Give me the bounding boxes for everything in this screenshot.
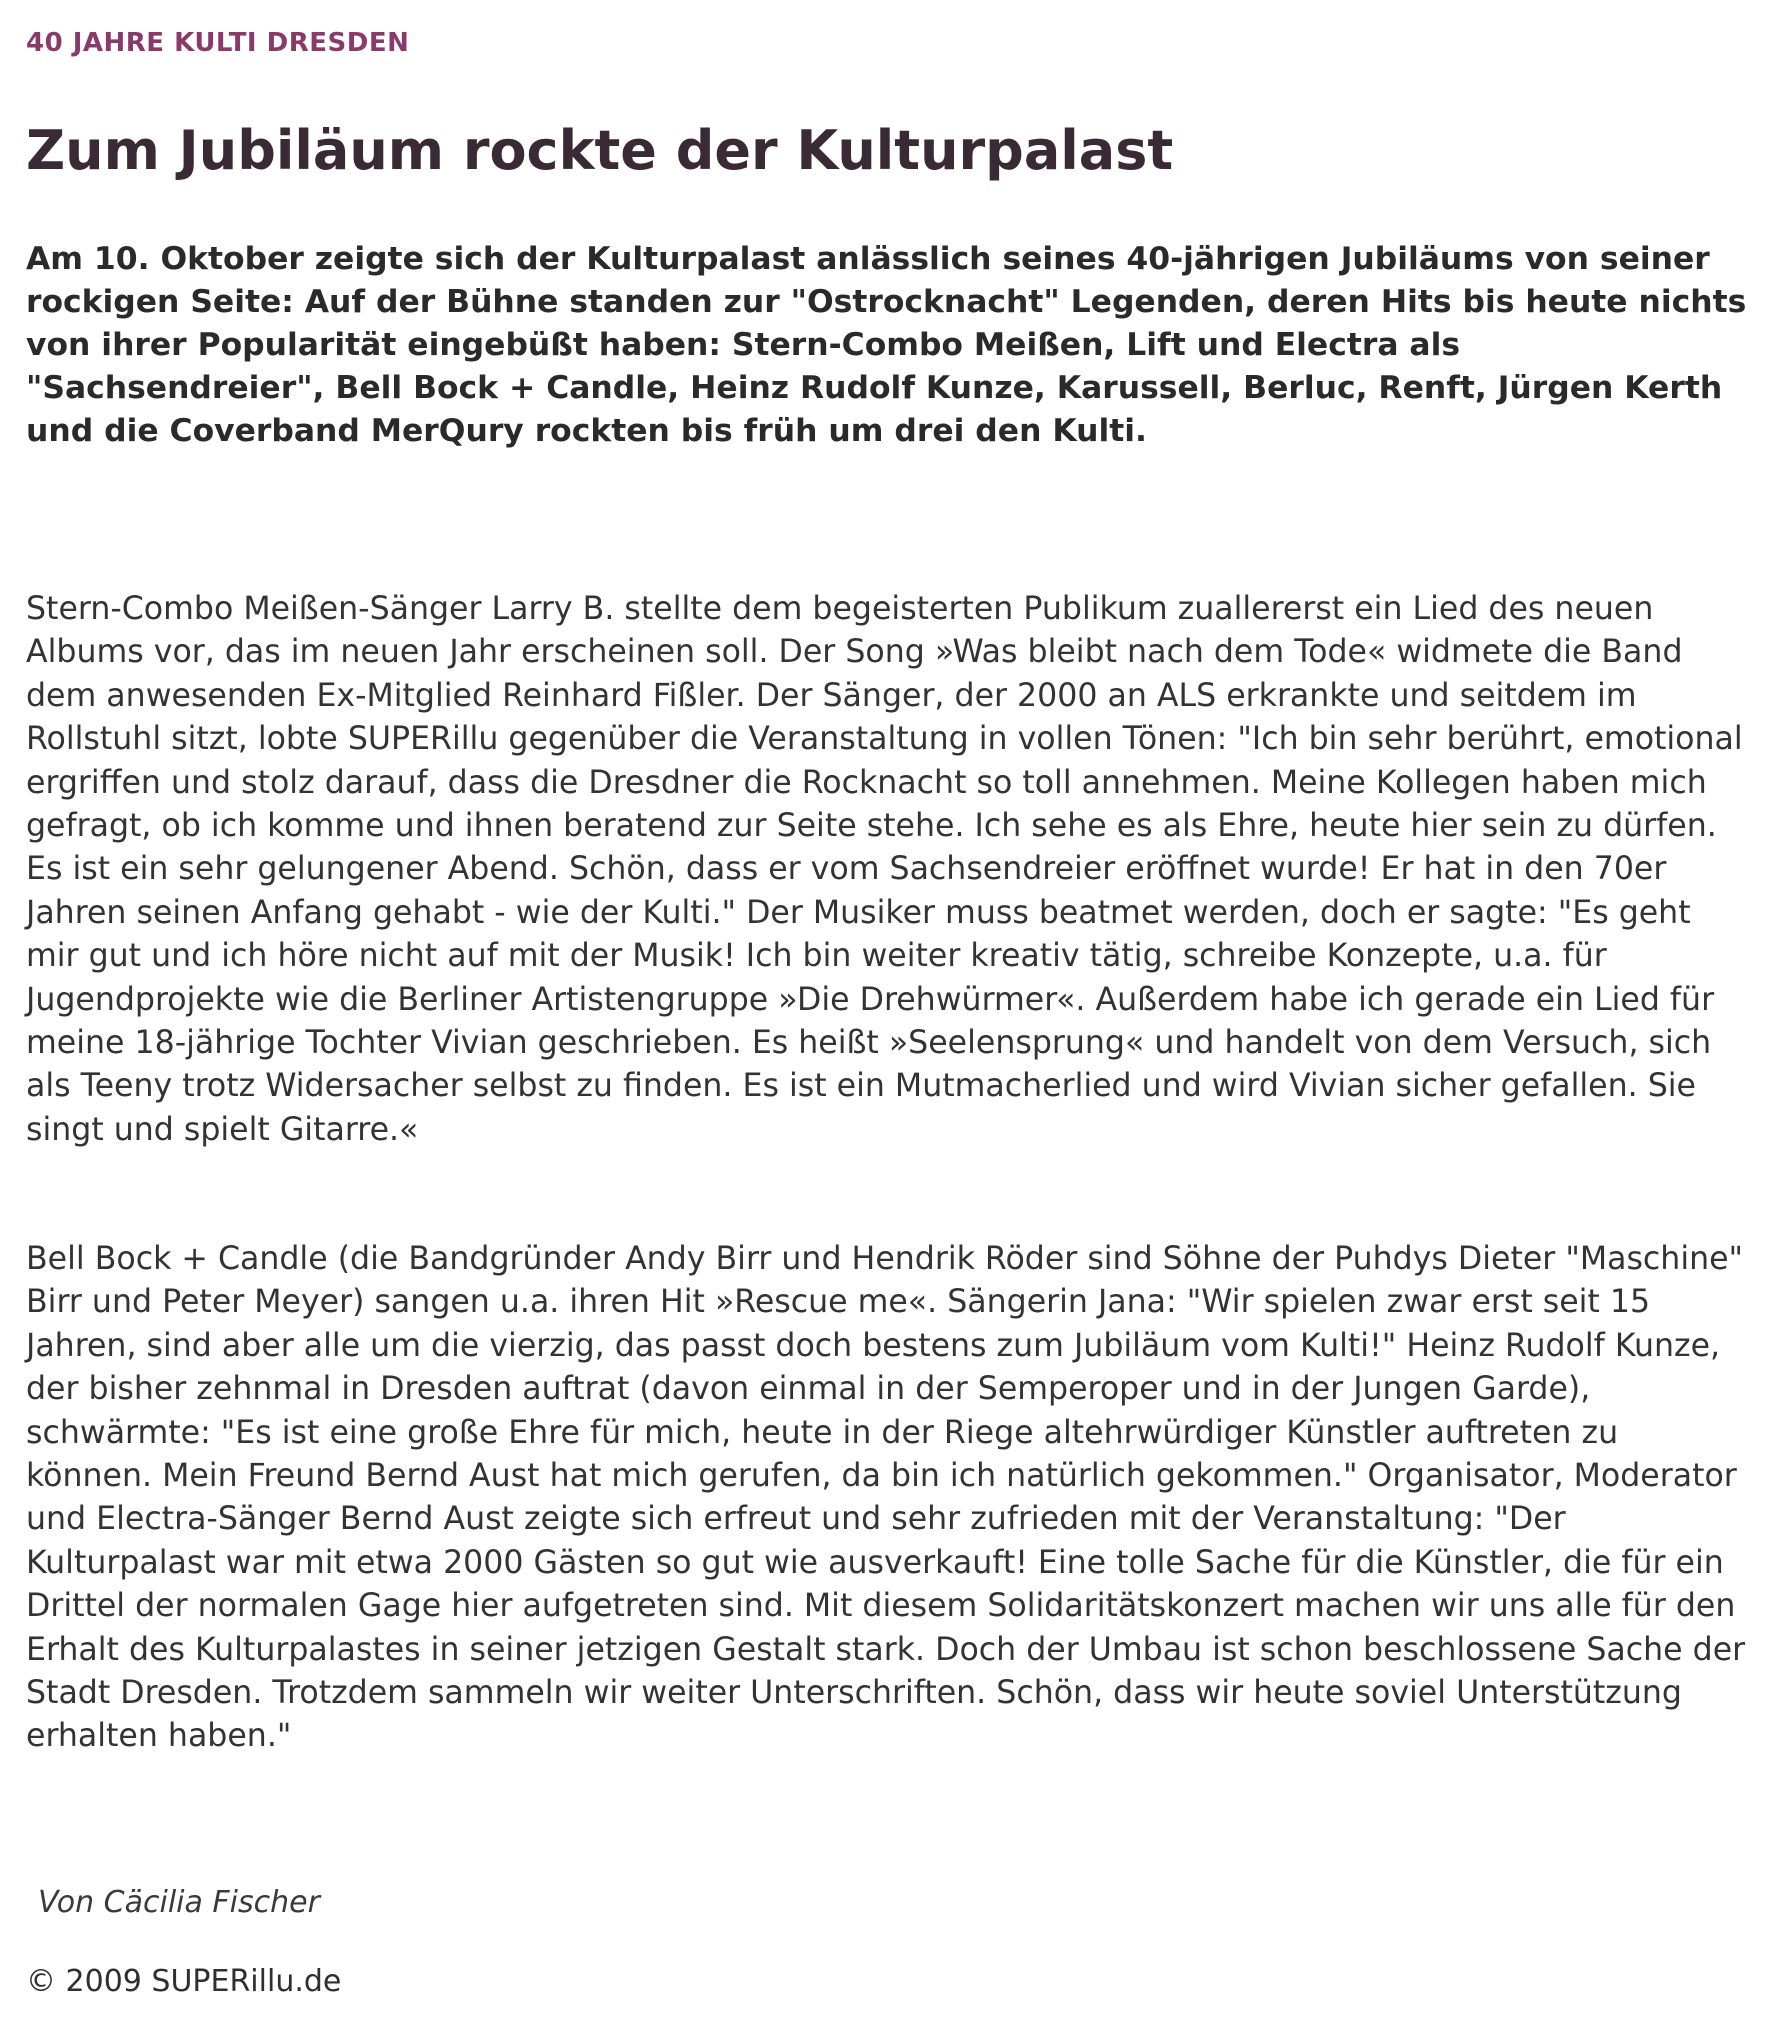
article-lead: Am 10. Oktober zeigte sich der Kulturpalast anlässlich seines 40-jährigen Jubiläums von seiner rockigen Seite: Auf der Bühne standen zur "Ostrocknacht" Legenden, deren Hits bis heute nichts von ihrer Popularität eingebüßt haben: Stern-Combo Meißen, Lift und Electra als "Sachsendreier", Bell Bock + Candle, Heinz Rudolf Kunze, Karussell, Berluc, Renft, Jürgen Kerth und die Coverband MerQury rockten bis früh um drei den Kulti. [26, 241, 1747, 449]
copyright-notice: © 2009 SUPERillu.de [26, 1964, 342, 1999]
article-paragraph-2: Bell Bock + Candle (die Bandgründer Andy Birr und Hendrik Röder sind Söhne der Puhdys Dieter "Maschine" Birr und Peter Meyer) sangen u.a. ihren Hit »Rescue me«. Sängerin Jana: "Wir spielen zwar erst seit 15 Jahren, sind aber alle um die vierzig, das passt doch bestens zum Jubiläum vom Kulti!" Heinz Rudolf Kunze, der bisher zehnmal in Dresden auftrat (davon einmal in der Semperoper und in der Jungen Garde), schwärmte: "Es ist eine große Ehre für mich, heute in der Riege altehrwürdiger Künstler auftreten zu können. Mein Freund Bernd Aust hat mich gerufen, da bin ich natürlich gekommen." Organisator, Moderator und Electra-Sänger Bernd Aust zeigte sich erfreut und sehr zufrieden mit der Veranstaltung: "Der Kulturpalast war mit etwa 2000 Gästen so gut wie ausverkauft! Eine tolle Sache für die Künstler, die für ein Drittel der normalen Gage hier aufgetreten sind. Mit diesem Solidaritätskonzert machen wir uns alle für den Erhalt des Kulturpalastes in seiner jetzigen Gestalt stark. Doch der Umbau ist schon beschlossene Sache der Stadt Dresden. Trotzdem sammeln wir weiter Unterschriften. Schön, dass wir heute soviel Unterstützung erhalten haben." [26, 1241, 1746, 1755]
article-author: Von Cäcilia Fischer [38, 1885, 320, 1920]
article-headline: Zum Jubiläum rockte der Kulturpalast [26, 119, 1174, 182]
article-paragraph-1: Stern-Combo Meißen-Sänger Larry B. stellte dem begeisterten Publikum zuallererst ein Lied des neuen Albums vor, das im neuen Jahr erscheinen soll. Der Song »Was bleibt nach dem Tode« widmete die Band dem anwesenden Ex-Mitglied Reinhard Fißler. Der Sänger, der 2000 an ALS erkrankte und seitdem im Rollstuhl sitzt, lobte SUPERillu gegenüber die Veranstaltung in vollen Tönen: "Ich bin sehr berührt, emotional ergriffen und stolz darauf, dass die Dresdner die Rocknacht so toll annehmen. Meine Kollegen haben mich gefragt, ob ich komme und ihnen beratend zur Seite stehe. Ich sehe es als Ehre, heute hier sein zu dürfen. Es ist ein sehr gelungener Abend. Schön, dass er vom Sachsendreier eröffnet wurde! Er hat in den 70er Jahren seinen Anfang gehabt - wie der Kulti." Der Musiker muss beatmet werden, doch er sagte: "Es geht mir gut und ich höre nicht auf mit der Musik! Ich bin weiter kreativ tätig, schreibe Konzepte, u.a. für Jugendprojekte wie die Berliner Artistengruppe »Die Drehwürmer«. Außerdem habe ich gerade ein Lied für meine 18-jährige Tochter Vivian geschrieben. Es heißt »Seelensprung« und handelt von dem Versuch, sich als Teeny trotz Widersacher selbst zu finden. Es ist ein Mutmacherlied und wird Vivian sicher gefallen. Sie singt und spielt Gitarre.« [26, 591, 1743, 1148]
article-kicker: 40 JAHRE KULTI DRESDEN [26, 28, 410, 58]
